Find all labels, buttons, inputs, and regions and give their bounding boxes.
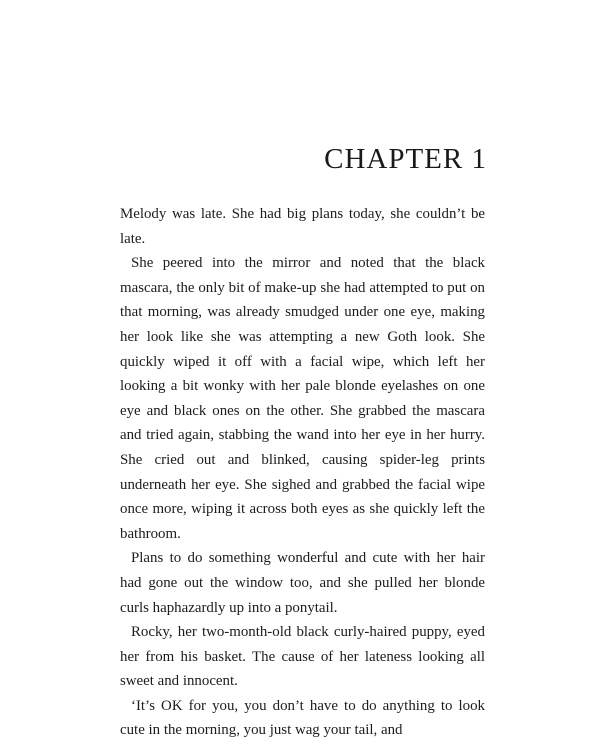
- paragraph-5: ‘It’s OK for you, you don’t have to do anything to look cute in the morning, you just wag your tail, and: [120, 697, 485, 739]
- chapter-body: [120, 202, 485, 743]
- paragraph-3: Plans to do something wonderful and cute with her hair had gone out the window too, and she pulled her blonde curls haphazardly up into a ponytail.: [120, 550, 485, 616]
- paragraph-4: Rocky, her two-month-old black curly-haired puppy, eyed her from his basket. The cause of her lateness looking all sweet and innocent.: [120, 624, 485, 690]
- chapter-title: CHAPTER 1: [324, 143, 487, 175]
- paragraph-1: Melody was late. She had big plans today, she couldn’t be late.: [120, 206, 485, 247]
- paragraph-2: She peered into the mirror and noted that the black mascara, the only bit of make-up she had attempted to put on that morning, was already smudged under one eye, making her look like she was attempting a new Goth look. She quickly wiped it off with a facial wipe, which left her looking a bit wonky with her pale blonde eyelashes on one eye and black ones on the other. She grabbed the mascara and tried again, stabbing the wand into her eye in her hurry. She cried out and blinked, causing spider-leg prints underneath her eye. She sighed and grabbed the facial wipe once more, wiping it across both eyes as she quickly left the bathroom.: [120, 255, 485, 542]
